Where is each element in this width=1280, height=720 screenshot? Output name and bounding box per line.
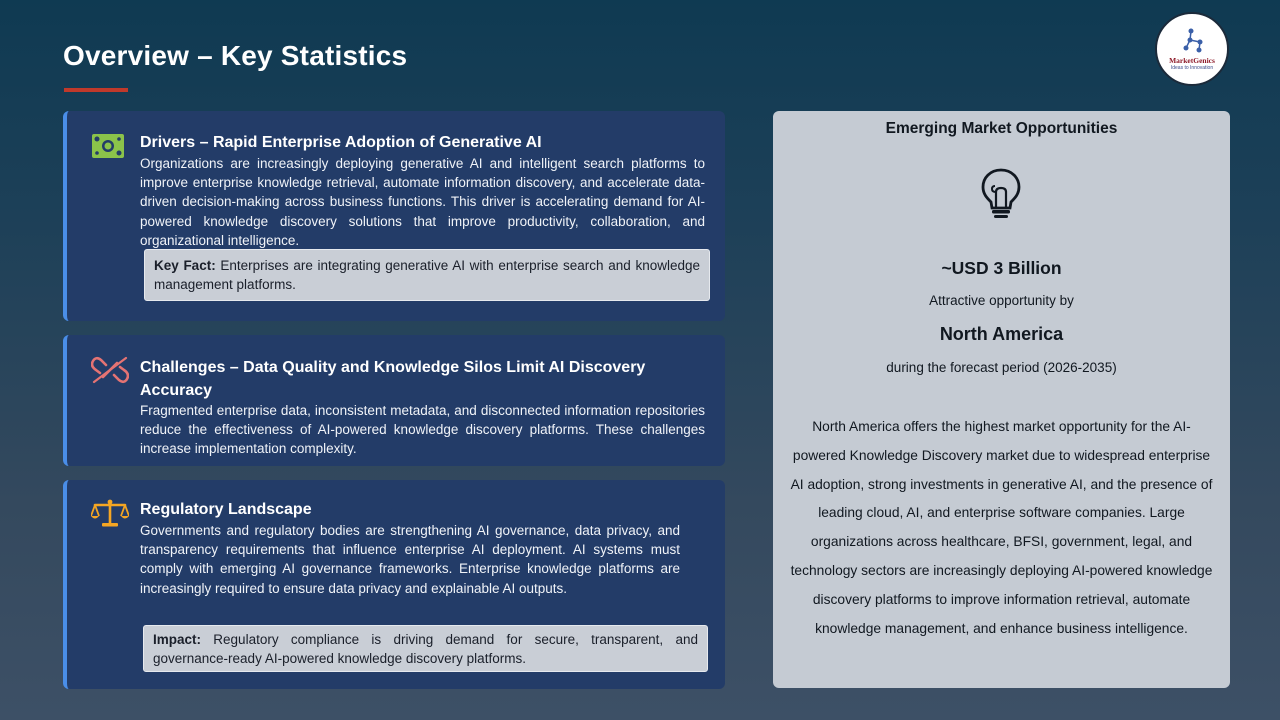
broken-link-icon — [91, 355, 129, 390]
lightbulb-icon — [979, 167, 1023, 224]
challenges-body: Fragmented enterprise data, inconsistent metadata, and disconnected information repositories reduce the effectiveness of AI-powered knowledge discovery platforms. These challenges increase implementation complexity. — [140, 403, 705, 457]
impact-label: Impact: — [153, 632, 202, 647]
impact-box — [143, 625, 708, 672]
key-fact-label: Key Fact: — [154, 258, 216, 273]
money-icon — [91, 133, 125, 164]
panel-description: North America offers the highest market opportunity for the AI-powered Knowledge Discovery market due to widespread enterprise AI adoption, strong investments in generative AI, and the presence of leading cloud, AI, and enterprise software companies. Large organizations across healthcare, BFSI, government, legal, and technology sectors are increasingly deploying AI-powered knowledge discovery platforms to improve information retrieval, automate knowledge management, and enhance business intelligence. — [790, 419, 1213, 636]
challenges-card — [63, 335, 725, 466]
challenges-heading: Challenges – Data Quality and Knowledge Silos Limit AI Discovery Accuracy — [140, 359, 646, 399]
scales-icon — [91, 498, 129, 533]
panel-title: Emerging Market Opportunities — [885, 120, 1118, 137]
key-fact-text: Enterprises are integrating generative AI with enterprise search and knowledge management platforms. — [154, 258, 700, 292]
opportunity-text: Attractive opportunity by — [929, 293, 1074, 308]
regulatory-heading: Regulatory Landscape — [140, 501, 312, 518]
regulatory-card — [63, 480, 725, 689]
drivers-body: Organizations are increasingly deploying generative AI and intelligent search platforms to improve enterprise knowledge retrieval, automate information discovery, and accelerate data-driven decision-making across business functions. This driver is accelerating demand for AI-powered knowledge discovery solutions that improve productivity, collaboration, and organizational intelligence. — [140, 156, 705, 248]
forecast-period: during the forecast period (2026-2035) — [886, 360, 1117, 375]
region-name: North America — [939, 324, 1064, 344]
market-value: ~USD 3 Billion — [941, 258, 1062, 278]
regulatory-body: Governments and regulatory bodies are strengthening AI governance, data privacy, and transparency requirements that influence enterprise AI deployment. AI systems must comply with emerging AI governance frameworks. Enterprise knowledge platforms are increasingly required to ensure data privacy and explainable AI outputs. — [140, 523, 680, 596]
key-fact-box — [144, 249, 710, 301]
title-underline — [64, 88, 128, 92]
page-title: Overview – Key Statistics — [63, 40, 408, 71]
opportunities-panel — [773, 111, 1230, 688]
company-logo — [1155, 12, 1229, 86]
drivers-heading: Drivers – Rapid Enterprise Adoption of Generative AI — [140, 134, 542, 151]
drivers-card — [63, 111, 725, 321]
logo-name: MarketGenics — [1169, 56, 1215, 65]
network-icon — [1183, 28, 1205, 54]
impact-text: Regulatory compliance is driving demand for secure, transparent, and governance-ready AI-powered knowledge discovery platforms. — [153, 632, 698, 666]
logo-tagline: Ideas to Innovation — [1170, 65, 1214, 71]
